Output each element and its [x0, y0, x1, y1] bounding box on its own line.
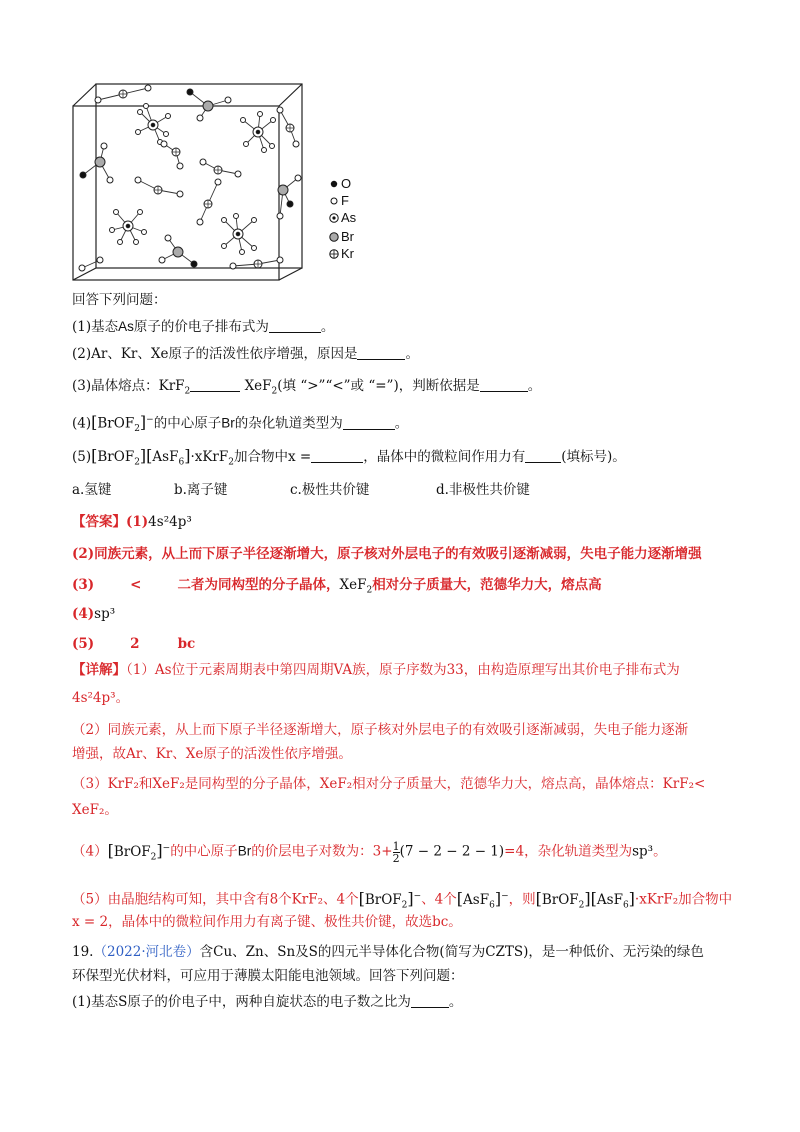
intro-text: 回答下列问题：: [72, 292, 167, 308]
detail-line-3a: （3）KrF₂和XeF₂是同构型的分子晶体，XeF₂相对分子质量大，范德华力大，熔点高，晶体熔点：KrF₂<: [72, 776, 706, 792]
question-3: (3)晶体熔点：KrF$_2$ XeF$_2$(填 “>”“<”或 “=”)，判断依据是 。: [72, 378, 542, 397]
atoms: [79, 85, 301, 271]
question-5: (5)[BrOF$_2$][AsF$_6$]·xKrF$_2$加合物中x = ，晶体中的微粒间作用力有 (填标号)。: [72, 446, 626, 468]
detail-line-5a: （5）由晶胞结构可知，其中含有8个KrF₂、4个[BrOF$_2$]−、4个[AsF$_6$]−，则[BrOF$_2$][AsF$_6$]·xKrF₂加合物中: [72, 888, 733, 911]
answer-blank: [190, 377, 240, 392]
answer-blank: [269, 318, 321, 333]
question-19-line-2: 环保型光伏材料，可应用于薄膜太阳能电池领域。回答下列问题：: [72, 968, 464, 984]
answer-line-4: (4)sp³: [72, 606, 116, 622]
fraction-half: $\frac{1}{2}$: [392, 839, 400, 865]
question-1: (1)基态As原子的价电子排布式为 。: [72, 319, 335, 335]
option-d: d.非极性共价键: [436, 482, 530, 498]
detail-line-2a: （2）同族元素，从上而下原子半径逐渐增大，原子核对外层电子的有效吸引逐渐减弱，失电子能力逐渐: [72, 722, 689, 738]
detail-line-4: （4）[BrOF$_2$]−的中心原子Br的价层电子对数为：3+ $\frac{1}{2}$ (7 − 2 − 2 − 1)=4，杂化轨道类型为sp³。: [72, 839, 667, 865]
option-b: b.离子键: [174, 482, 228, 498]
legend-br: Br: [341, 229, 354, 244]
answer-line-1: 【答案】(1)4s²4p³: [72, 514, 192, 530]
fluorine-legend-icon: [331, 198, 337, 204]
answer-blank: [525, 448, 561, 463]
answer-blank: [480, 377, 528, 392]
detail-label: 【详解】: [72, 662, 126, 678]
detail-line-3b: XeF₂。: [72, 802, 118, 818]
answer-blank: [311, 448, 363, 463]
detail-line-1: 【详解】（1）As位于元素周期表中第四周期VA族，原子序数为33，由构造原理写出其价电子排布式为: [72, 662, 680, 678]
legend-as: As: [341, 210, 357, 225]
bromine-legend-icon: [330, 233, 338, 241]
detail-line-5b: x = 2，晶体中的微粒间作用力有离子键、极性共价键，故选bc。: [72, 914, 462, 930]
question-19-part-1: (1)基态S原子的价电子中，两种自旋状态的电子数之比为 。: [72, 994, 463, 1010]
question-4: (4)[BrOF$_2$]−的中心原子Br的杂化轨道类型为 。: [72, 412, 409, 435]
option-c: c.极性共价键: [290, 482, 370, 498]
answer-label: 【答案】: [72, 514, 126, 530]
figure-legend: [330, 176, 357, 261]
option-a: a.氢键: [72, 482, 112, 498]
answer-line-2: (2)同族元素，从上而下原子半径逐渐增大，原子核对外层电子的有效吸引逐渐减弱，失电子能力逐渐增强: [72, 546, 702, 562]
molecule-bonds: [82, 88, 298, 268]
answer-line-3: (3) < 二者为同构型的分子晶体，XeF$_2$相对分子质量大，范德华力大，熔点高: [72, 577, 602, 596]
question-number: 19.: [72, 944, 94, 960]
oxygen-legend-icon: [331, 181, 337, 187]
answer-blank: [411, 993, 449, 1008]
legend-o: O: [341, 176, 352, 191]
legend-f: F: [341, 193, 349, 208]
crystal-structure-figure: [68, 70, 368, 285]
detail-line-2b: 增强，故Ar、Kr、Xe原子的活泼性依序增强。: [72, 746, 352, 762]
question-19: 19.（2022·河北卷）含Cu、Zn、Sn及S的四元半导体化合物(简写为CZTS)，是一种低价、无污染的绿色: [72, 944, 704, 960]
answer-line-5: (5) 2 bc: [72, 636, 196, 652]
detail-line-1b: 4s²4p³。: [72, 690, 130, 706]
options-row: [72, 480, 572, 500]
answer-blank: [357, 345, 405, 360]
question-source: （2022·河北卷）: [93, 944, 200, 960]
answer-blank: [343, 415, 395, 430]
legend-kr: Kr: [341, 246, 354, 261]
question-2: (2)Ar、Kr、Xe原子的活泼性依序增强，原因是 。: [72, 346, 419, 362]
